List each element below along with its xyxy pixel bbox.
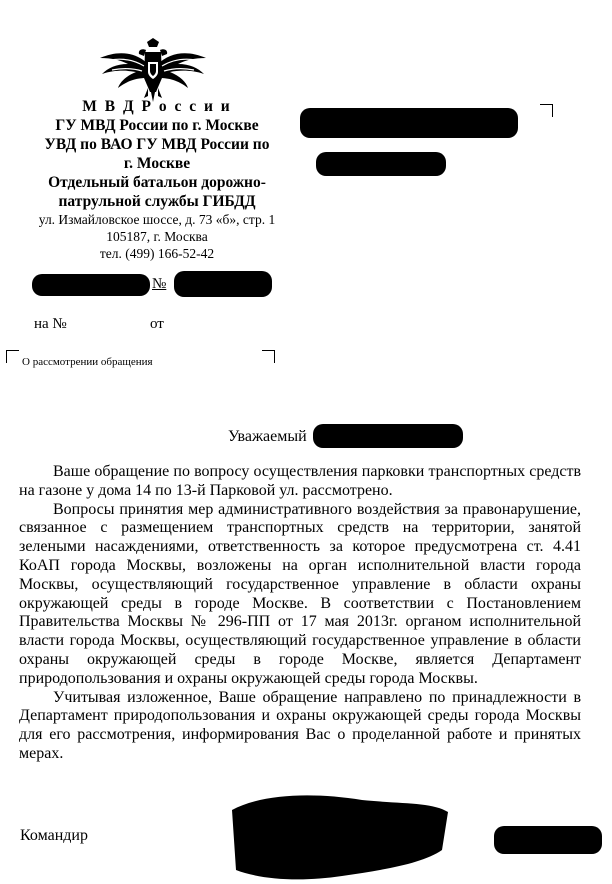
redacted-addressee-name bbox=[313, 424, 463, 448]
letterhead-ministry: М В Д Р о с с и и bbox=[82, 98, 232, 115]
redacted-signature bbox=[222, 790, 452, 884]
letterhead-postcode: 105187, г. Москва bbox=[106, 229, 208, 244]
subject-line: О рассмотрении обращения bbox=[22, 356, 153, 368]
letterhead-phone: тел. (499) 166-52-42 bbox=[99, 246, 215, 261]
letterhead-battalion: Отдельный батальон дорожно- bbox=[48, 174, 266, 191]
letterhead-battalion-service: патрульной службы ГИБДД bbox=[58, 193, 256, 210]
letterhead-department: ГУ МВД России по г. Москве bbox=[55, 117, 259, 134]
paragraph-1: Ваше обращение по вопросу осуществления парковки транспортных средств на газоне у дома 14 по 13-й Парковой ул. рассмотрено. bbox=[19, 463, 581, 499]
reply-number-label: на № bbox=[34, 316, 67, 332]
redacted-recipient-address bbox=[316, 152, 446, 176]
redacted-signatory-name bbox=[494, 826, 602, 854]
subject-corner-right bbox=[262, 350, 275, 363]
greeting: Уважаемый bbox=[228, 428, 307, 445]
reply-date-label: от bbox=[150, 316, 164, 332]
paragraph-2: Вопросы принятия мер административного воздействия за правонарушение, связанное с размещением транспортных средств на территории, занятой зелеными насаждениями, ответственность за которое предусмотрена ст. 4.41 КоАП города Москвы, возложены на орган исполнительной власти города Москвы, осуществляющий государственное управление в области охраны окружающей среды в городе Москве. В соответствии с Постановлением Правительства Москвы № 296-ПП от 17 мая 2013г. органом исполнительной власти города Москвы, осуществляющий государственное управление в области охраны окружающей среды в городе Москве, является Департамент природопользования и охраны окружающей среды города Москвы. bbox=[19, 500, 581, 687]
letterhead-directorate: УВД по ВАО ГУ МВД России по bbox=[44, 136, 270, 153]
mvd-eagle-emblem-icon bbox=[98, 38, 208, 102]
outgoing-number-label: № bbox=[152, 276, 167, 292]
subject-corner-left bbox=[6, 350, 19, 363]
redacted-outgoing-date bbox=[32, 274, 150, 296]
letterhead-directorate-city: г. Москве bbox=[123, 155, 191, 172]
recipient-corner-mark bbox=[540, 104, 553, 117]
letterhead-address: ул. Измайловское шоссе, д. 73 «б», стр. 1 bbox=[38, 212, 276, 227]
signatory-title: Командир bbox=[20, 827, 88, 844]
redacted-outgoing-number bbox=[174, 271, 272, 297]
redacted-recipient-name bbox=[300, 108, 518, 138]
paragraph-3: Учитывая изложенное, Ваше обращение направлено по принадлежности в Департамент природопользования и охраны окружающей среды города Москвы для его рассмотрения, информирования Вас о проделанной работе и принятых мерах. bbox=[19, 688, 581, 762]
letter-body bbox=[19, 463, 581, 764]
